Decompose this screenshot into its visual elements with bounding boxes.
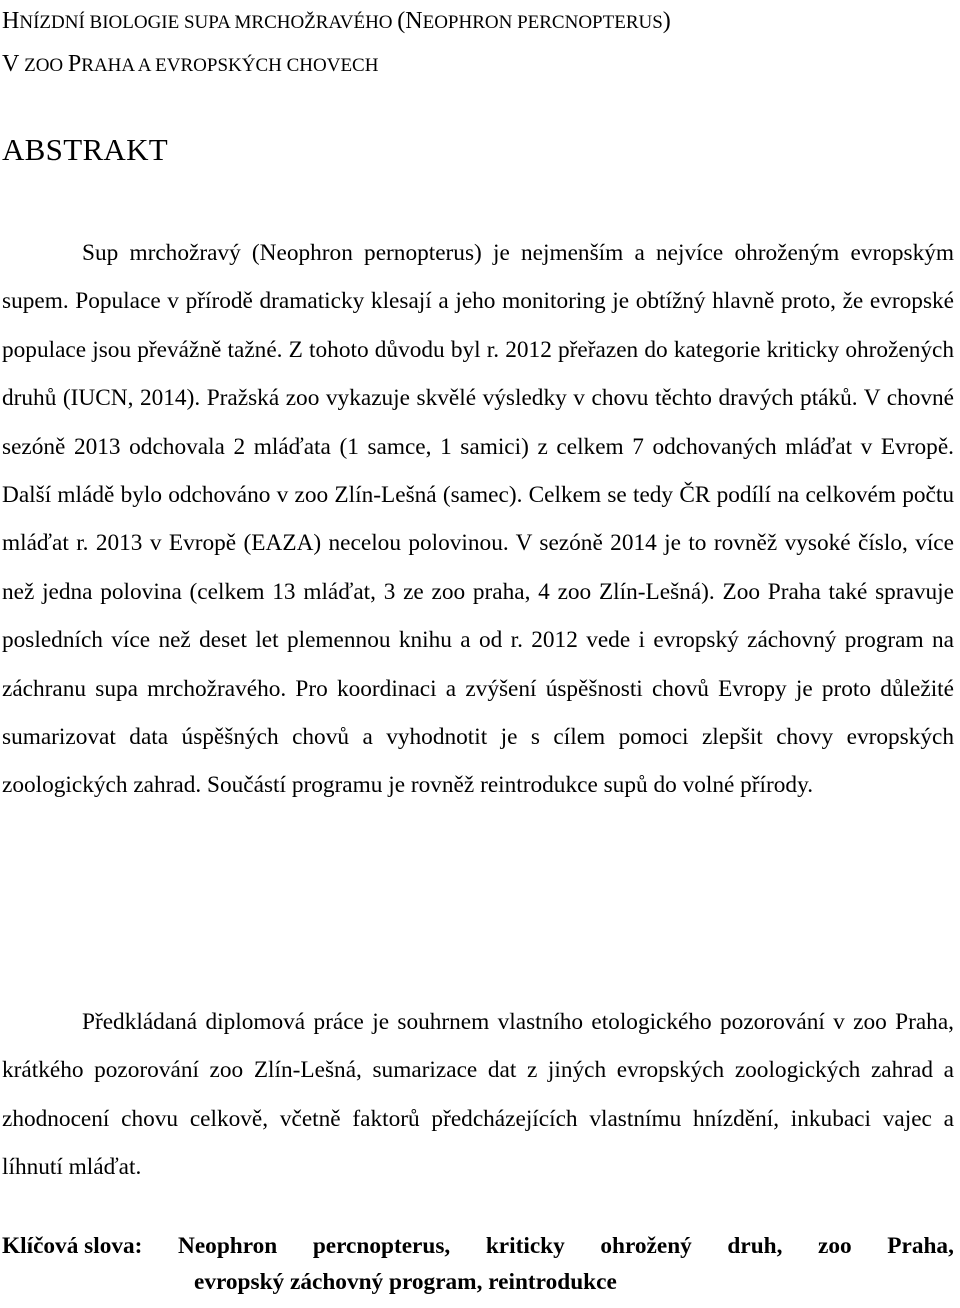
title-fragment: H [2,8,20,34]
title-fragment: ) [662,8,671,34]
keywords-block [2,1228,954,1300]
title-fragment: NÍZDNÍ BIOLOGIE SUPA MRCHOŽRAVÉHO [19,12,398,33]
document-title [2,0,958,86]
title-line-1 [2,0,958,43]
title-fragment: P [67,51,82,77]
keywords-line-2: evropský záchovný program, reintrodukce [194,1269,617,1295]
abstract-heading: ABSTRAKT [2,132,169,167]
title-fragment: V [2,51,20,77]
keyword-term: Neophron [178,1233,278,1259]
keywords-line-1 [2,1228,954,1264]
abstract-paragraph-2: Předkládaná diplomová práce je souhrnem vlastního etologického pozorování v zoo Praha, krátkého pozorování zoo Zlín-Lešná, sumarizace dat z jiných evropských zoologických zahrad a zhodnocení chovu celkově, včetně faktorů předcházejících vlastnímu hnízdění, inkubaci vajec a líhnutí mláďat. [2,1009,954,1181]
keyword-term: Praha, [887,1233,954,1259]
title-fragment: ZOO [19,55,68,76]
keyword-term: druh, [727,1233,783,1259]
title-line-2 [2,43,958,86]
keyword-term: percnopterus, [312,1233,451,1259]
title-fragment: EOPHRON PERCNOPTERUS [422,12,663,33]
abstract-paragraph-1: Sup mrchožravý (Neophron pernopterus) je nejmenším a nejvíce ohroženým evropským supem. Populace v přírodě dramaticky klesají a jeho monitoring je obtížný hlavně proto, že evropské populace jsou převážně tažné. Z tohoto důvodu byl r. 2012 přeřazen do kategorie kriticky ohrožených druhů (IUCN, 2014). Pražská zoo vykazuje skvělé výsledky v chovu těchto dravých ptáků. V chovné sezóně 2013 odchovala 2 mláďata (1 samce, 1 samici) z celkem 7 odchovaných mláďat v Evropě. Další mládě bylo odchováno v zoo Zlín-Lešná (samec). Celkem se tedy ČR podílí na celkovém počtu mláďat r. 2013 v Evropě (EAZA) necelou polovinou. V sezóně 2014 je to rovněž vysoké číslo, více než jedna polovina (celkem 13 mláďat, 3 ze zoo praha, 4 zoo Zlín-Lešná). Zoo Praha také spravuje posledních více než deset let plemennou knihu a od r. 2012 vede i evropský záchovný program na záchranu supa mrchožravého. Pro koordinaci a zvýšení úspěšnosti chovů Evropy je proto důležité sumarizovat data úspěšných chovů a vyhodnotit je s cílem pomoci zlepšit chovy evropských zoologických zahrad. Součástí programu je rovněž reintrodukce supů do volné přírody. [2,240,954,799]
keyword-term: kriticky [485,1233,565,1259]
keyword-term: zoo [818,1233,852,1259]
title-fragment: (N [397,8,423,34]
keyword-term: ohrožený [600,1233,692,1259]
keywords-label: Klíčová slova: [2,1233,143,1259]
title-fragment: RAHA A EVROPSKÝCH CHOVECH [81,55,379,76]
